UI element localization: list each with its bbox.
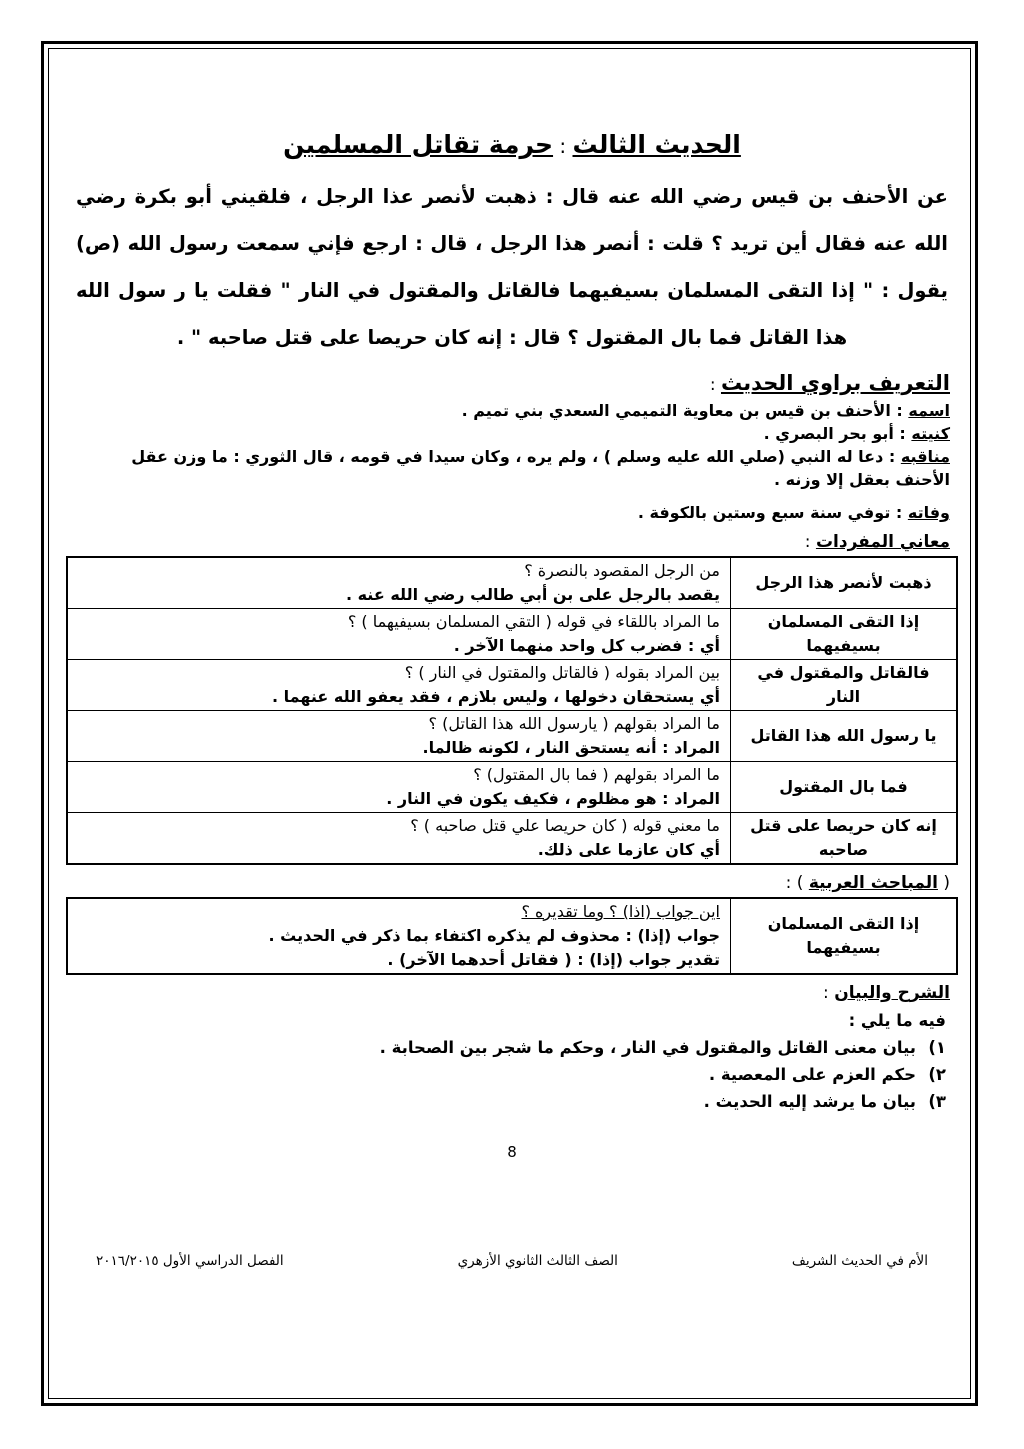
title-separator: : bbox=[553, 134, 573, 158]
vocab-heading-text: معاني المفردات bbox=[815, 532, 950, 552]
vocab-answer: أي يستحقان دخولها ، وليس بلازم ، فقد يعفو الله عنهما . bbox=[271, 687, 720, 706]
grammar-answer-2: تقدير جواب (إذا) : ( فقاتل أحدهما الآخر) . bbox=[387, 950, 720, 969]
vocab-desc bbox=[67, 660, 731, 711]
table-row bbox=[67, 609, 957, 660]
explanation-heading-colon: : bbox=[823, 983, 835, 1003]
grammar-heading-close: ) : bbox=[785, 873, 809, 893]
explanation-intro: فيه ما يلي : bbox=[848, 1011, 946, 1030]
list-item-number: ٢) bbox=[928, 1065, 946, 1084]
narrator-heading bbox=[66, 371, 950, 395]
hadith-line: إنه كان حريصا على قتل صاحبه " . bbox=[176, 326, 503, 349]
explanation-list bbox=[66, 1007, 946, 1115]
lesson-title bbox=[66, 130, 958, 159]
vocab-term: ذهبت لأنصر هذا الرجل bbox=[731, 557, 958, 609]
vocab-answer: المراد : أنه يستحق النار ، لكونه ظالما. bbox=[422, 738, 720, 757]
page-number: 8 bbox=[507, 1143, 517, 1161]
narrator-heading-text: التعريف براوي الحديث bbox=[720, 371, 950, 395]
hadith-line: المسلمان بسيفيهما فالقاتل والمقتول في النار " فقلت يا ر سول الله هذا القاتل فما بال المقتول ؟ قال : bbox=[76, 279, 848, 349]
table-row bbox=[67, 762, 957, 813]
vocab-desc bbox=[67, 557, 731, 609]
page-content bbox=[66, 130, 958, 1115]
vocab-term: فما بال المقتول bbox=[731, 762, 958, 813]
vocab-question: ما المراد بقولهم ( فما بال المقتول) ؟ bbox=[473, 765, 720, 784]
table-row bbox=[67, 898, 957, 974]
narrator-kunya bbox=[82, 422, 950, 445]
narrator-heading-colon: : bbox=[709, 375, 721, 395]
vocab-heading-colon: : bbox=[804, 532, 816, 552]
narrator-virtues bbox=[82, 445, 950, 491]
table-row bbox=[67, 711, 957, 762]
hadith-line: فقال أين تريد ؟ قلت : أنصر هذا الرجل ، قال : ارجع فإني سمعت رسول الله (ص) يقول : " إذا التقى bbox=[76, 232, 948, 302]
grammar-desc bbox=[67, 898, 731, 974]
footer-semester: الفصل الدراسي الأول ٢٠١٦/٢٠١٥ bbox=[96, 1253, 284, 1269]
hadith-text bbox=[76, 173, 948, 361]
grammar-answer-1: جواب (إذا) : محذوف لم يذكره اكتفاء بما ذكر في الحديث . bbox=[268, 926, 720, 945]
footer-grade: الصف الثالث الثانوي الأزهري bbox=[457, 1253, 618, 1269]
narrator-virtues-value: : دعا له النبي (صلي الله عليه وسلم ) ، ولم يره ، وكان سيدا في قومه ، قال الثوري : ما وزن عقل الأحنف بعقل إلا وزنه . bbox=[131, 447, 950, 489]
list-item-text: حكم العزم على المعصية . bbox=[708, 1065, 916, 1084]
grammar-term: إذا التقى المسلمان بسيفيهما bbox=[731, 898, 958, 974]
vocab-desc bbox=[67, 813, 731, 865]
explanation-heading-text: الشرح والبيان bbox=[834, 983, 950, 1003]
vocab-answer: يقصد بالرجل على بن أبي طالب رضي الله عنه . bbox=[345, 585, 720, 604]
narrator-kunya-value: : أبو بحر البصري . bbox=[763, 424, 912, 443]
title-main: حرمة تقاتل المسلمين bbox=[283, 130, 554, 159]
vocab-desc bbox=[67, 762, 731, 813]
vocab-term: إنه كان حريصا على قتل صاحبه bbox=[731, 813, 958, 865]
table-row bbox=[67, 660, 957, 711]
table-row bbox=[67, 813, 957, 865]
title-prefix: الحديث الثالث bbox=[572, 130, 741, 159]
list-item-number: ٣) bbox=[928, 1092, 946, 1111]
vocab-term: فالقاتل والمقتول في النار bbox=[731, 660, 958, 711]
vocab-desc bbox=[67, 609, 731, 660]
narrator-name bbox=[82, 399, 950, 422]
grammar-table bbox=[66, 897, 958, 975]
vocab-question: ما المراد باللقاء في قوله ( التقي المسلمان بسيفيهما ) ؟ bbox=[347, 612, 720, 631]
narrator-virtues-label: مناقبه bbox=[900, 447, 950, 466]
list-item-text: بيان معنى القاتل والمقتول في النار ، وحكم ما شجر بين الصحابة . bbox=[379, 1038, 916, 1057]
narrator-info bbox=[82, 399, 950, 524]
narrator-name-label: اسمه bbox=[908, 401, 950, 420]
table-row bbox=[67, 557, 957, 609]
list-item bbox=[66, 1061, 946, 1088]
narrator-name-value: : الأحنف بن قيس بن معاوية التميمي السعدي بني تميم . bbox=[461, 401, 909, 420]
grammar-heading bbox=[66, 873, 950, 893]
vocab-answer: أي كان عازما على ذلك. bbox=[537, 840, 720, 859]
footer-book-title: الأم في الحديث الشريف bbox=[791, 1253, 928, 1269]
hadith-line: عن الأحنف بن قيس رضي الله عنه قال : ذهبت لأنصر عذا الرجل ، فلقيني أبو بكرة رضي الله عنه bbox=[76, 185, 948, 255]
narrator-death bbox=[82, 501, 950, 524]
list-item bbox=[66, 1088, 946, 1115]
vocab-question: ما معني قوله ( كان حريصا علي قتل صاحبه ) ؟ bbox=[410, 816, 720, 835]
grammar-question: اين جواب (اذا) ؟ وما تقديره ؟ bbox=[521, 902, 720, 921]
vocab-question: بين المراد بقوله ( فالقاتل والمقتول في النار ) ؟ bbox=[404, 663, 720, 682]
grammar-heading-text: المباحث العربية bbox=[808, 873, 938, 893]
grammar-heading-open: ( bbox=[937, 873, 950, 893]
explanation-heading bbox=[66, 983, 950, 1003]
list-item-number: ١) bbox=[928, 1038, 946, 1057]
vocab-heading bbox=[66, 532, 950, 552]
vocab-desc bbox=[67, 711, 731, 762]
vocab-question: من الرجل المقصود بالنصرة ؟ bbox=[524, 561, 720, 580]
narrator-kunya-label: كنيته bbox=[911, 424, 950, 443]
narrator-death-label: وفاته bbox=[907, 503, 950, 522]
vocab-answer: أي : فضرب كل واحد منهما الآخر . bbox=[453, 636, 720, 655]
vocab-answer: المراد : هو مظلوم ، فكيف يكون في النار . bbox=[386, 789, 720, 808]
narrator-death-value: : توفي سنة سبع وستين بالكوفة . bbox=[637, 503, 908, 522]
vocab-table bbox=[66, 556, 958, 865]
vocab-question: ما المراد بقولهم ( يارسول الله هذا القاتل) ؟ bbox=[428, 714, 720, 733]
page-footer bbox=[96, 1253, 928, 1273]
list-item bbox=[66, 1034, 946, 1061]
vocab-term: يا رسول الله هذا القاتل bbox=[731, 711, 958, 762]
list-item-text: بيان ما يرشد إليه الحديث . bbox=[703, 1092, 916, 1111]
vocab-term: إذا التقى المسلمان بسيفيهما bbox=[731, 609, 958, 660]
